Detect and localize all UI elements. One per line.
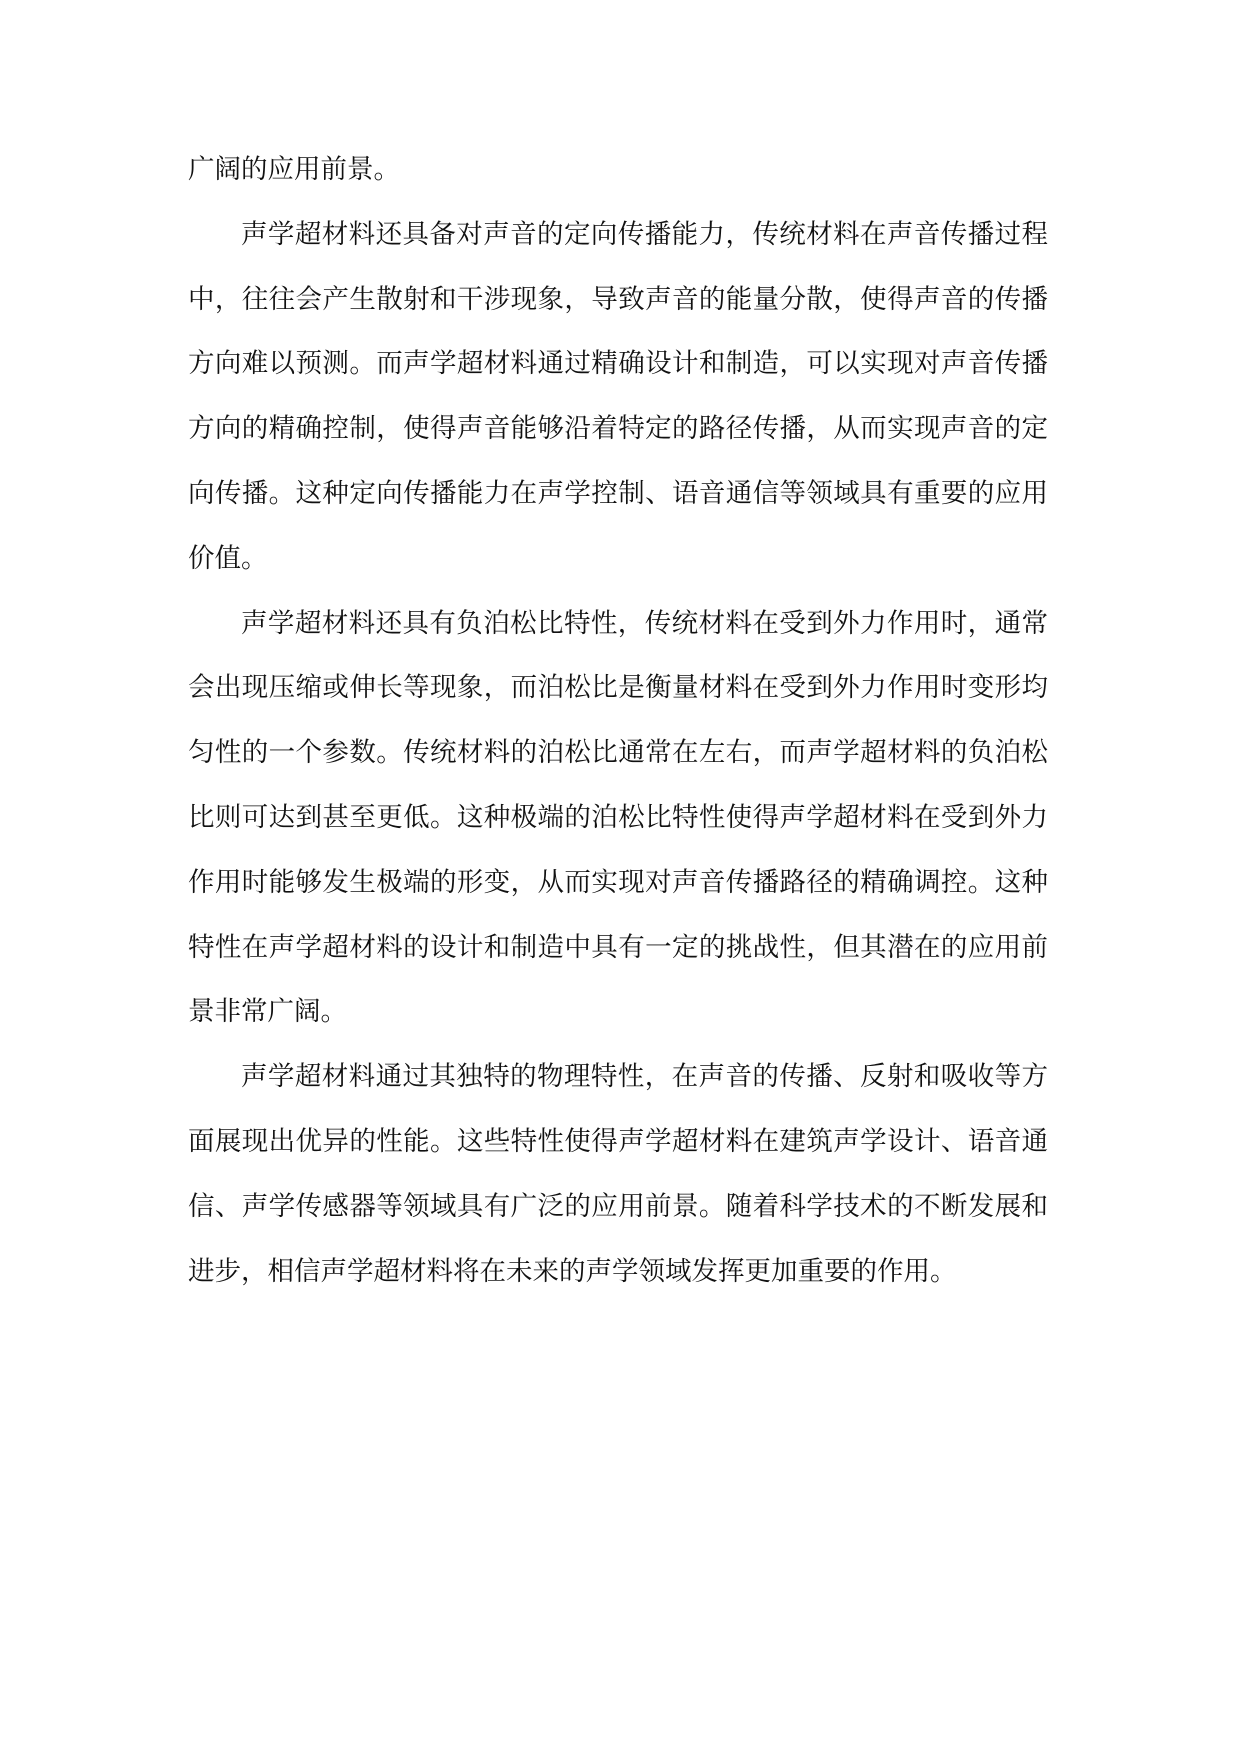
- document-body: [188, 138, 1048, 1304]
- paragraph-negative-poisson-ratio: 声学超材料还具有负泊松比特性，传统材料在受到外力作用时，通常会出现压缩或伸长等现象，而泊松比是衡量材料在受到外力作用时变形均匀性的一个参数。传统材料的泊松比通常在左右，而声学超材料的负泊松比则可达到甚至更低。这种极端的泊松比特性使得声学超材料在受到外力作用时能够发生极端的形变，从而实现对声音传播路径的精确调控。这种特性在声学超材料的设计和制造中具有一定的挑战性，但其潜在的应用前景非常广阔。: [188, 607, 1048, 1028]
- paragraph-directional-propagation: 声学超材料还具备对声音的定向传播能力，传统材料在声音传播过程中，往往会产生散射和干涉现象，导致声音的能量分散，使得声音的传播方向难以预测。而声学超材料通过精确设计和制造，可以实现对声音传播方向的精确控制，使得声音能够沿着特定的路径传播，从而实现声音的定向传播。这种定向传播能力在声学控制、语音通信等领域具有重要的应用价值。: [188, 218, 1048, 574]
- paragraph-conclusion: 声学超材料通过其独特的物理特性，在声音的传播、反射和吸收等方面展现出优异的性能。这些特性使得声学超材料在建筑声学设计、语音通信、声学传感器等领域具有广泛的应用前景。随着科学技术的不断发展和进步，相信声学超材料将在未来的声学领域发挥更加重要的作用。: [188, 1061, 1048, 1287]
- paragraph-continuation: 广阔的应用前景。: [188, 154, 400, 185]
